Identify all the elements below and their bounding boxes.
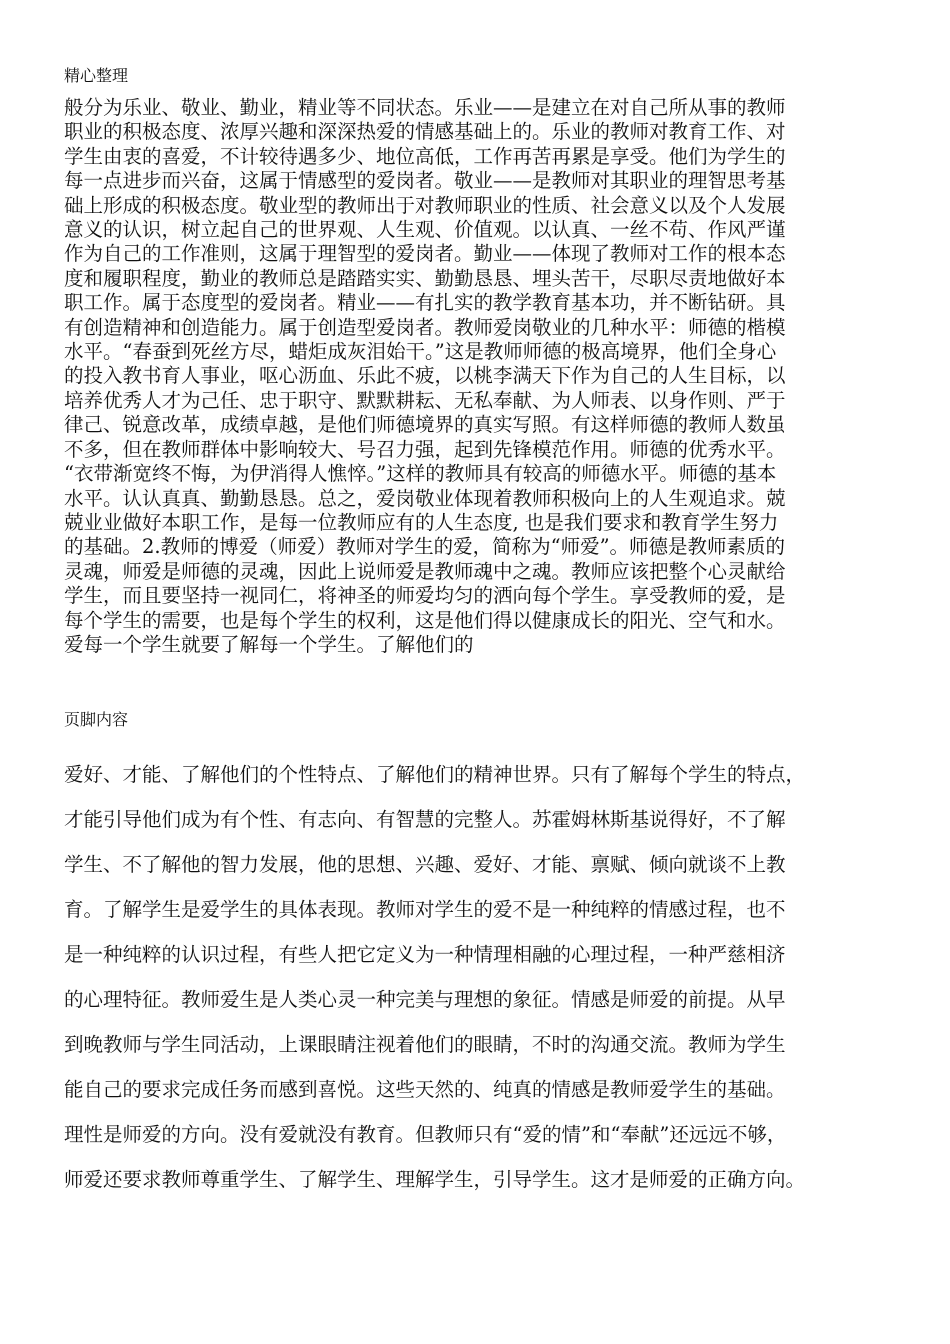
text-line: 学生由衷的喜爱，不计较待遇多少、地位高低，工作再苦再累是享受。他们为学生的 [64, 144, 786, 168]
text-line: 理性是师爱的方向。没有爱就没有教育。但教师只有“爱的情”和“奉献”还远远不够， [64, 1123, 787, 1146]
text-line: 的心理特征。教师爱生是人类心灵一种完美与理想的象征。情感是师爱的前提。从早 [64, 988, 786, 1011]
text-line: 师爱还要求教师尊重学生、了解学生、理解学生，引导学生。这才是师爱的正确方向。 [64, 1168, 806, 1191]
text-line: 职业的积极态度、浓厚兴趣和深深热爱的情感基础上的。乐业的教师对教育工作、对 [64, 120, 786, 144]
text-line: 每个学生的需要，也是每个学生的权利，这是他们得以健康成长的阳光、空气和水。 [64, 608, 786, 632]
text-line: 到晚教师与学生同活动，上课眼睛注视着他们的眼睛，不时的沟通交流。教师为学生 [64, 1033, 786, 1056]
text-line: 爱每一个学生就要了解每一个学生。了解他们的 [64, 632, 474, 656]
text-line: 是一种纯粹的认识过程，有些人把它定义为一种情理相融的心理过程，一种严慈相济 [64, 943, 786, 966]
text-line: 灵魂，师爱是师德的灵魂，因此上说师爱是教师魂中之魂。教师应该把整个心灵献给 [64, 559, 786, 583]
text-line: 的基础。2.教师的博爱（师爱）教师对学生的爱，简称为“师爱”。师德是教师素质的 [64, 535, 786, 559]
header-label: 精心整理 [64, 66, 129, 85]
body-paragraph-2 [64, 760, 906, 1210]
text-line: 学生、不了解他的智力发展，他的思想、兴趣、爱好、才能、禀赋、倾向就谈不上教 [64, 853, 786, 876]
text-line: 兢业业做好本职工作，是每一位教师应有的人生态度, 也是我们要求和教育学生努力 [64, 510, 779, 534]
text-line: 的投入教书育人事业，呕心沥血、乐此不疲，以桃李满天下作为自己的人生目标，以 [64, 364, 786, 388]
text-line: “衣带渐宽终不悔，为伊消得人憔悴。”这样的教师具有较高的师德水平。师德的基本 [64, 462, 777, 486]
text-line: 能自己的要求完成任务而感到喜悦。这些天然的、纯真的情感是教师爱学生的基础。 [64, 1078, 786, 1101]
text-line: 作为自己的工作准则，这属于理智型的爱岗者。勤业——体现了教师对工作的根本态 [64, 242, 786, 266]
footer-label: 页脚内容 [64, 710, 129, 729]
text-line: 律己、锐意改革，成绩卓越，是他们师德境界的真实写照。有这样师德的教师人数虽 [64, 413, 786, 437]
text-line: 培养优秀人才为己任、忠于职守、默默耕耘、无私奉献、为人师表、以身作则、严于 [64, 388, 786, 412]
text-line: 职工作。属于态度型的爱岗者。精业——有扎实的教学教育基本功，并不断钻研。具 [64, 291, 786, 315]
text-line: 爱好、才能、了解他们的个性特点、了解他们的精神世界。只有了解每个学生的特点， [64, 763, 806, 786]
text-line: 般分为乐业、敬业、勤业，精业等不同状态。乐业——是建立在对自己所从事的教师 [64, 96, 786, 119]
text-line: 育。了解学生是爱学生的具体表现。教师对学生的爱不是一种纯粹的情感过程，也不 [64, 898, 786, 921]
text-line: 意义的认识，树立起自己的世界观、人生观、价值观。以认真、一丝不苟、作风严谨 [64, 218, 786, 242]
text-line: 每一点进步而兴奋，这属于情感型的爱岗者。敬业——是教师对其职业的理智思考基 [64, 169, 786, 193]
text-line: 水平。“春蚕到死丝方尽，蜡炬成灰泪始干。”这是教师师德的极高境界，他们全身心 [64, 340, 777, 364]
body-paragraph-1 [64, 96, 904, 657]
text-line: 度和履职程度，勤业的教师总是踏踏实实、勤勤恳恳、埋头苦干，尽职尽责地做好本 [64, 266, 786, 290]
text-line: 学生，而且要坚持一视同仁，将神圣的师爱均匀的洒向每个学生。享受教师的爱，是 [64, 584, 786, 608]
text-line: 有创造精神和创造能力。属于创造型爱岗者。教师爱岗敬业的几种水平：师德的楷模 [64, 315, 786, 339]
text-line: 不多，但在教师群体中影响较大、号召力强，起到先锋模范作用。师德的优秀水平。 [64, 437, 786, 461]
text-line: 才能引导他们成为有个性、有志向、有智慧的完整人。苏霍姆林斯基说得好，不了解 [64, 808, 786, 831]
text-line: 础上形成的积极态度。敬业型的教师出于对教师职业的性质、社会意义以及个人发展 [64, 193, 786, 217]
text-line: 水平。认认真真、勤勤恳恳。总之，爱岗敬业体现着教师积极向上的人生观追求。兢 [64, 486, 786, 510]
